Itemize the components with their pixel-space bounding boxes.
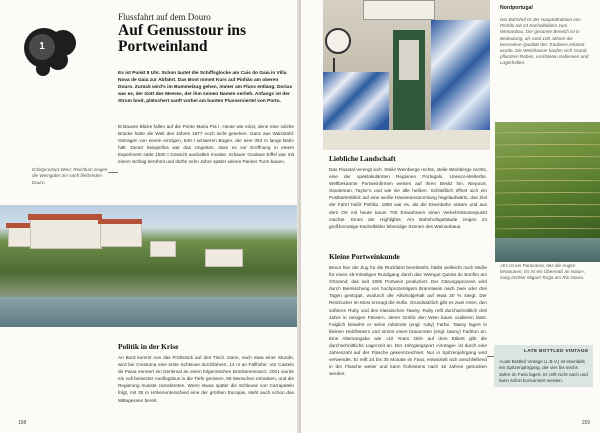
right-page bbox=[301, 0, 600, 433]
section-heading-politik: Politik in der Krise bbox=[118, 342, 179, 351]
lead-paragraph: Es ist Punkt 8 Uhr. Schon lautet die Schiffsglocke am Cais do Gaia in Villa Nova de Gaia zur Abfahrt. Das Boot nimmt Kurs auf Pinhão am oberen Douro. Zurück wird’s im Bummelzug gehen, immer am Fluss entlang. Dorius war es, der Gott des Meeres, der ihm seinen Namen verlieh. Anfangs ist der Strom breit, plätschert sanft vorbei am bunten Flusserviertel von Porto. bbox=[118, 71, 293, 105]
page-number-right: 159 bbox=[581, 420, 590, 426]
infobox-body: »Late Bottled Vintage (L.B.V.) ist ebenfalls ein Spitzenjahrgang, der vier bis sechs Jahre im Fass lagert. Er reift nicht nach und kann sofort konsumiert werden. bbox=[499, 359, 588, 383]
region-tag: Nordportugal bbox=[500, 5, 533, 11]
vineyard-caption: »Es ist ein Panorama, das die Augen bestaunen: Es ist ein Übermaß an Natur«, sang Dichter Miguel Torga am Rio Douro. bbox=[500, 263, 586, 281]
tour-badge bbox=[20, 22, 82, 84]
station-caption: Der Bahnhof ist der Hauptattraktion von Pinhão mit 24 Kachelbildern zum Weinanbau. Der gesamte Bereich ist in Bedeutung, als rund 100 Jahren die besondere Qualität des Traubens erkannt wurde. Die Weinhäuser kaufen sich Grund, pflanzten Reben, errichteten Kellereien und Lagerhallen. bbox=[500, 17, 589, 66]
body-paragraph-2: An Bord kommt nun das Frühstück auf den Tisch. Dann, nach etwa einer Stunde, wird bei Crestuma eine erste Schleuse durchfahren, 14 m an Fallhöhe. Vor Castelo de Paiva ennnert ein Denkmal an einen folgenreichen Brückeneinsturz: 2001 wurde ein voll besetzter Ausflugsbus in die Tiefe gerissen, 59 Menschen ertranken, und die Regierung musste zurücktreten. Wenn etwas später die Schleuse von Carrapatelo folgt, mit 35 m Höhenunterschied eine der größten Europas, steht auch schon das Mittagessen bereit. bbox=[118, 355, 294, 403]
info-box bbox=[494, 345, 593, 387]
left-page bbox=[0, 0, 299, 433]
page-number-left: 158 bbox=[18, 420, 27, 426]
badge-number: 1 bbox=[29, 34, 55, 60]
section-heading-portweinkunde: Kleine Portweinkunde bbox=[329, 252, 400, 261]
body-paragraph-1: Erstaunte Blicke fallen auf die Ponte Maria Pia I. Heute wie einst, denn eine solche Brücke hatte die Welt des Jahres 1877 noch nicht gesehen. Ganz aus Walzstahl: Getragen von einem einzigen, 640 t schweren Bogen, der eine 353 m lange Bahn hält. Derart beispiellos war das Ungetüm, dass es vor Eröffnung in einem Experiment satte 1500 t Gewicht aushalten musste. Erbauer Gustave Eiffel war mit einem Schlag berühmt und dürfte zehn Jahre später seinen Pariser Turm bauen. bbox=[118, 124, 294, 165]
douro-estate-photo bbox=[0, 205, 297, 327]
body-paragraph-3: Das Flusstal verengt sich. Steile Weinberge rechts, steile Weinberge rechts, eine der spektakulärsten Regionen Portugals, Unesco-Welterbe. Weltbekannte Portweinfirmen weisen auf ihren Besitz hin. Niepoort, Sandeman, Taylor’s und wie sie alle heißen. Schließlich öffnet sich ein Postkartenblick auf eine weiße Häuseransammlung hügelaufwärts, das Ziel der Fahrt heißt Pinhão. 1880 war es, als die Eisenbahn ankam und aus dem Ort mit heute kaum 700 Einwohnern einen Verkehrsknotenpunkt machte. Eines der Highlights: Am Bahnhofsgebäude zeigen 24 großformatige Kachelbilder lebendige Szenen des Weinanbaus. bbox=[329, 167, 487, 229]
kicker: Flussfahrt auf dem Douro bbox=[118, 12, 211, 22]
pinhao-station-photo bbox=[323, 0, 490, 150]
section-heading-landschaft: Liebliche Landschaft bbox=[329, 154, 396, 163]
caption-leader-line bbox=[108, 172, 118, 173]
vineyard-terraces-photo bbox=[495, 122, 600, 262]
body-paragraph-4: Bevor hier der Zug für die Rückfahrt bereitsteht, bleibt vielleicht noch Muße für einen 45-minütigen Rundgang durch das Weingut Quinta do Bonfim am Ortsrand; das seit 1906 Portwein produziert. Der Gärungsprozess wird durch Beimischung von hochprozentigem Branntwein nach zwei oder drei Tagen gestoppt, wodurch der Alkoholgehalt auf etwa 20 % steigt. Der Restzucker im Most erzeugt die Süße. Grundsätzlich gibt es zwei Arten, den süßeren Ruby und den klassischen Tawny. Ruby reift durchschnittlich drei Jahre in riesigen Fässern, deren Größe den Wein kaum oxidieren lässt. Folglich bewahrt er seine rubinrote (engl. ruby) Farbe. Tawny lagert in kleinen Holzfässern und nimmt einen braunroten (engl. tawny) Farbton an. Eine Altersangabe wie »10 Years Old« auf dem Etikett gibt die durchschnittliche Lagerzeit an. Der Jahrgangsport »Vintage« ist durch eine Jahreszahl auf der Flasche gekennzeichnet. Nur in Spitzenjahrgang wird verwendet. Er reift 24 bis 35 Monate im Fass, entwickelt sich anschließend in der Flasche weiter und kann frühestens nach 15 Jahren getrunken werden. bbox=[329, 265, 487, 377]
infobox-title: LATE BOTTLED VINTAGE bbox=[524, 349, 589, 354]
photo-caption: Erfolgsrezept Wein: Reichtum zeigen die Weingüter am sanft fließenden Douro bbox=[32, 167, 108, 185]
page-title: Auf Genusstour ins Portweinland bbox=[118, 22, 247, 55]
